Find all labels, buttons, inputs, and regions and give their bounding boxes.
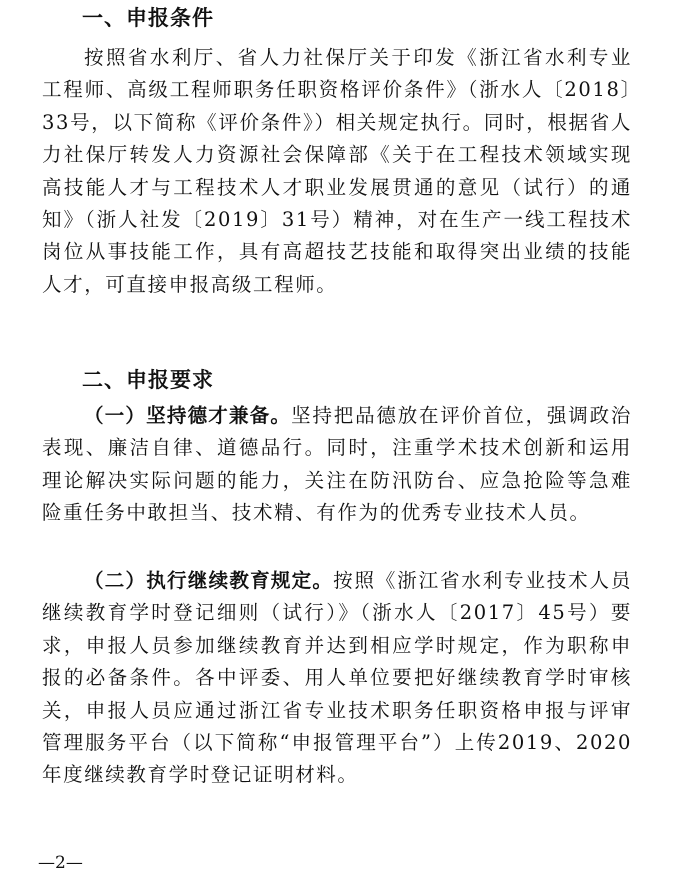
requirement-1-text: 坚持把品德放在评价首位，强调政治表现、廉洁自律、道德品行。同时，注重学术技术创新和运用理论解决实际问题的能力，关注在防汛防台、应急抢险等急难险重任务中敢担当、技术精、有作为的优秀专业技术人员。	[42, 404, 632, 525]
page-number: —2—	[38, 853, 83, 873]
paragraph-requirement-1	[42, 400, 632, 530]
section-heading-application-requirements: 二、申报要求	[82, 368, 214, 392]
section-heading-application-conditions: 一、申报条件	[82, 6, 214, 30]
requirement-1-lead: （一）坚持德才兼备。	[84, 404, 292, 427]
requirement-2-lead: （二）执行继续教育规定。	[84, 569, 334, 592]
requirement-2-text: 按照《浙江省水利专业技术人员继续教育学时登记细则（试行）》（浙水人〔2017〕45号）要求，申报人员参加继续教育并达到相应学时规定，作为职称申报的必备条件。各中评委、用人单位要把好继续教育学时审核关，申报人员应通过浙江省专业技术职务任职资格申报与评审管理服务平台（以下简称“申报管理平台”）上传2019、2020年度继续教育学时登记证明材料。	[42, 569, 632, 787]
paragraph-application-conditions: 按照省水利厅、省人力社保厅关于印发《浙江省水利专业工程师、高级工程师职务任职资格评价条件》（浙水人〔2018〕33号，以下简称《评价条件》）相关规定执行。同时，根据省人力社保厅转发人力资源社会保障部《关于在工程技术领域实现高技能人才与工程技术人才职业发展贯通的意见（试行）的通知》（浙人社发〔2019〕31号）精神，对在生产一线工程技术岗位从事技能工作，具有高超技艺技能和取得突出业绩的技能人才，可直接申报高级工程师。	[42, 46, 632, 296]
paragraph-requirement-2	[42, 565, 632, 792]
